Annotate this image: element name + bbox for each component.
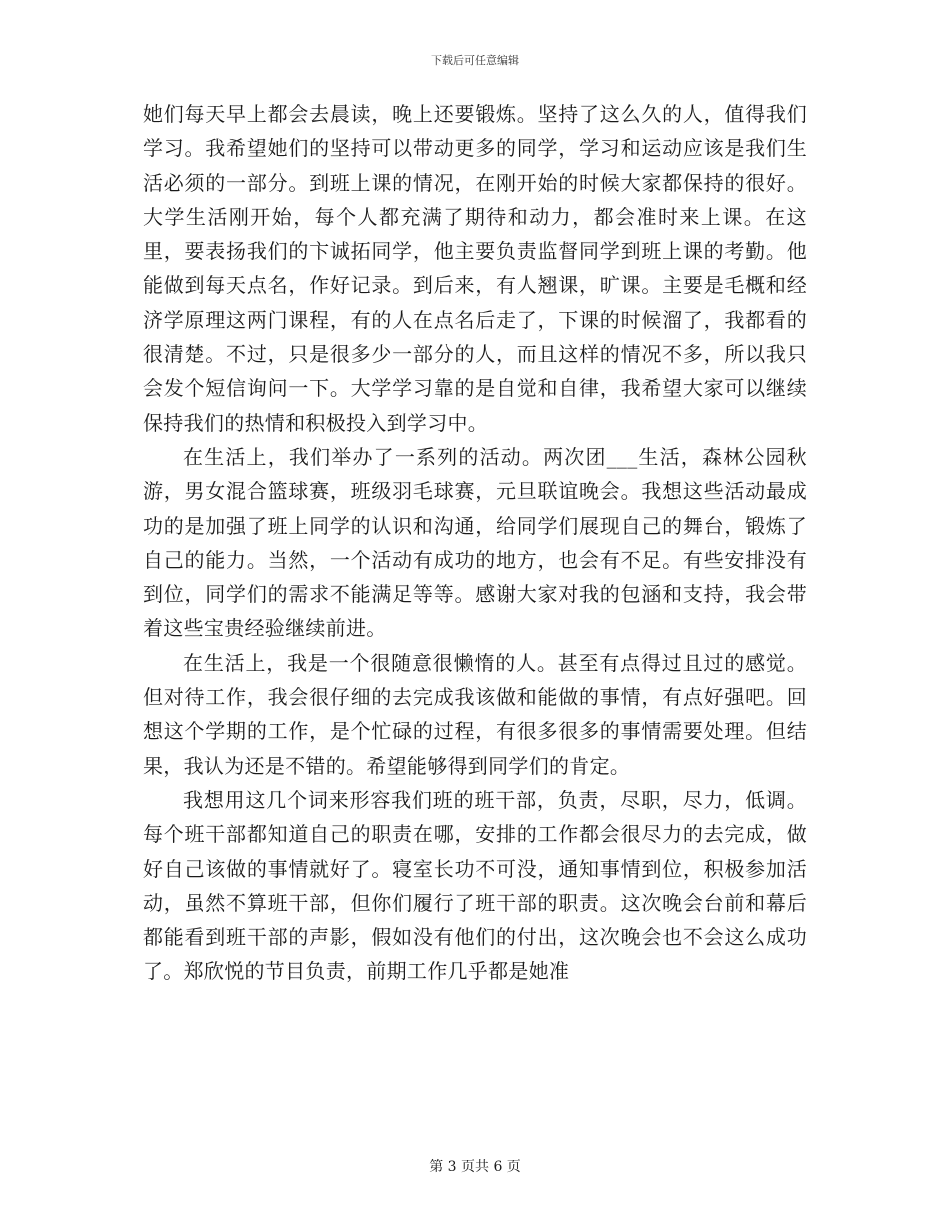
paragraph-1: 她们每天早上都会去晨读，晚上还要锻炼。坚持了这么久的人，值得我们学习。我希望她们的坚持可以带动更多的同学，学习和运动应该是我们生活必须的一部分。到班上课的情况，在刚开始的时候大家都保持的很好。大学生活刚开始，每个人都充满了期待和动力，都会准时来上课。在这里，要表扬我们的卞诚拓同学，他主要负责监督同学到班上课的考勤。他能做到每天点名，作好记录。到后来，有人翘课，旷课。主要是毛概和经济学原理这两门课程，有的人在点名后走了，下课的时候溜了，我都看的很清楚。不过，只是很多少一部分的人，而且这样的情况不多，所以我只会发个短信询问一下。大学学习靠的是自觉和自律，我希望大家可以继续保持我们的热情和积极投入到学习中。 [143,102,807,435]
page-header: 下载后可任意编辑 [431,54,519,67]
paragraph-2: 在生活上，我们举办了一系列的活动。两次团___生活，森林公园秋游，男女混合篮球赛，班级羽毛球赛，元旦联谊晚会。我想这些活动最成功的是加强了班上同学的认识和沟通，给同学们展现自己的舞台，锻炼了自己的能力。当然，一个活动有成功的地方，也会有不足。有些安排没有到位，同学们的需求不能满足等等。感谢大家对我的包涵和支持，我会带着这些宝贵经验继续前进。 [143,444,807,641]
page-footer: 第 3 页共 6 页 [429,1159,521,1175]
paragraph-4: 我想用这几个词来形容我们班的班干部，负责，尽职，尽力，低调。每个班干部都知道自己的职责在哪，安排的工作都会很尽力的去完成，做好自己该做的事情就好了。寝室长功不可没，通知事情到位，积极参加活动，虽然不算班干部，但你们履行了班干部的职责。这次晚会台前和幕后都能看到班干部的声影，假如没有他们的付出，这次晚会也不会这么成功了。郑欣悦的节目负责，前期工作几乎都是她准 [143,787,807,984]
paragraph-3: 在生活上，我是一个很随意很懒惰的人。甚至有点得过且过的感觉。但对待工作，我会很仔细的去完成我该做和能做的事情，有点好强吧。回想这个学期的工作，是个忙碌的过程，有很多很多的事情需要处理。但结果，我认为还是不错的。希望能够得到同学们的肯定。 [143,650,807,778]
document-body [143,97,807,989]
